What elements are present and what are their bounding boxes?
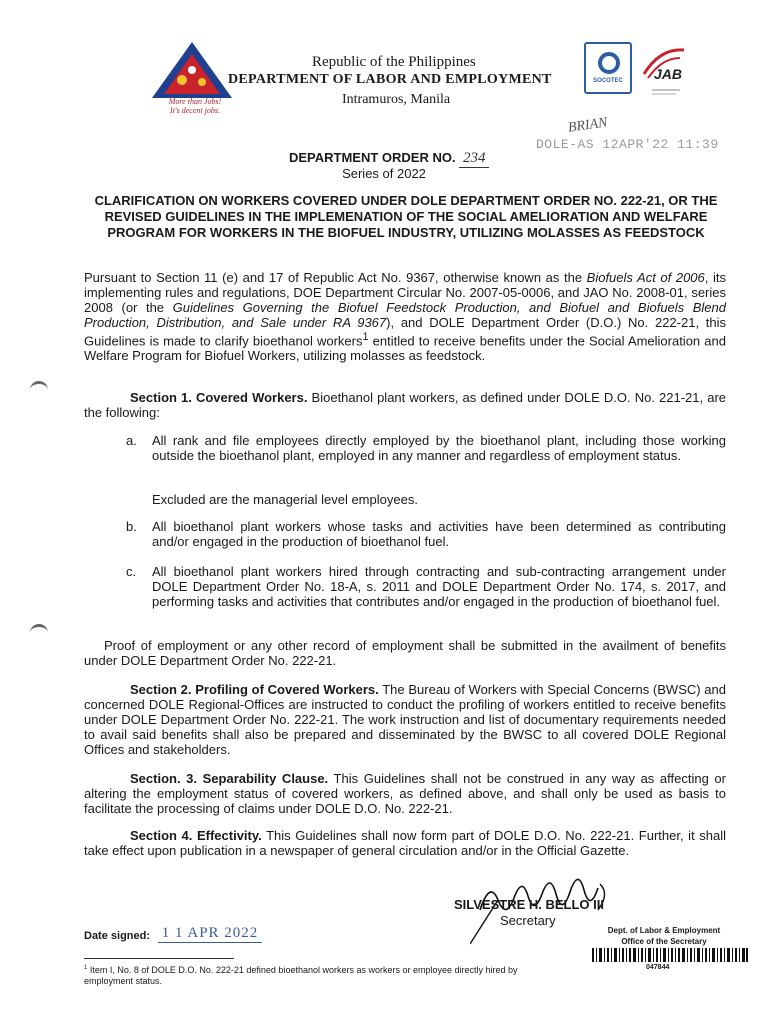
socotec-certification-badge	[584, 42, 632, 94]
intro-paragraph: Pursuant to Section 11 (e) and 17 of Republic Act No. 9367, otherwise known as the Biofuels Act of 2006, its implementing rules and regulations, DOE Department Circular No. 2007-05-0006, and JAO No. 2008-01, series 2008 (or the Guidelines Governing the Biofuel Feedstock Production, and Biofuel and Biofuels Blend Production, Distribution, and Sale under RA 9367), and DOLE Department Order (D.O.) No. 222-21, this Guidelines is made to clarify bioethanol workers$^1$ entitled to receive benefits under the Social Amelioration and Welfare Program for Biofuel Workers, utilizing molasses as feedstock.	[84, 270, 726, 364]
motto-line-2: It's decent jobs.	[170, 106, 220, 115]
footnote-text: Item I, No. 8 of DOLE D.O. No. 222-21 defined bioethanol workers as workers or employee directly hired by employment status.	[84, 965, 518, 986]
section-4	[84, 828, 726, 858]
biofuels-act-ref: Biofuels Act of 2006	[586, 270, 705, 285]
punch-hole-mark	[30, 381, 48, 394]
footnote-divider	[84, 958, 234, 959]
section-4-body: This Guidelines shall now form part of DOLE D.O. No. 222-21. Further, it shall take effect upon publication in a newspaper of general circulation and/or in the Official Gazette.	[84, 828, 727, 858]
receipt-stamp: DOLE-AS 12APR'22 11:39	[536, 137, 719, 152]
order-series: Series of 2022	[342, 166, 426, 181]
footnote-number: 1	[84, 965, 88, 971]
section-3-body: This Guidelines shall not be construed in any way as affecting or altering the employment status of covered workers, as defined above, and shall only be used as basis to facilitate the processing of claims under DOLE D.O. No. 222-21.	[84, 771, 726, 816]
header-republic: Republic of the Philippines	[312, 54, 476, 70]
list-item: c. All bioethanol plant workers hired through contracting and sub-contracting arrangement under DOLE Department Order No. 18-A, s. 2011 and DOLE Department Order No. 174, s. 2017, and performing tasks and activities that contributes and/or engaged in the production of bioethanol fuel.	[126, 564, 726, 609]
excluded-note: Excluded are the managerial level employees.	[152, 492, 418, 507]
barcode-icon	[592, 948, 748, 962]
motto-line-1: More than Jobs!	[168, 97, 222, 106]
office-stamp	[596, 925, 732, 947]
section-1-body: Bioethanol plant workers, as defined under DOLE D.O. No. 221-21, are the following:	[84, 390, 727, 420]
list-item: b. All bioethanol plant workers whose tasks and activities have been determined as contributing and/or engaged in the production of bioethanol fuel.	[126, 519, 726, 549]
header-address: Intramuros, Manila	[342, 92, 451, 107]
signatory-title: Secretary	[500, 913, 556, 928]
section-1	[84, 390, 726, 420]
section-4-heading: Section 4. Effectivity.	[130, 828, 262, 843]
order-label: DEPARTMENT ORDER NO.	[289, 150, 456, 165]
section-2-body: The Bureau of Workers with Special Concerns (BWSC) and concerned DOLE Regional-Offices are instructed to conduct the profiling of workers entitled to receive benefits under DOLE Department Order No. 222-21. The work instruction and list of documentary requirements needed to avail said benefits shall also be prepared and disseminated by the BWSC to all covered DOLE Regional Offices and stakeholders.	[84, 682, 726, 757]
jab-accreditation-badge	[640, 44, 688, 100]
dole-seal-icon	[150, 40, 234, 100]
dole-motto	[150, 97, 240, 115]
footnote-marker: 1	[362, 331, 369, 343]
handwritten-name: BRIAN	[567, 115, 609, 136]
punch-hole-mark	[30, 624, 48, 637]
date-signed-label: Date signed:	[84, 930, 151, 942]
section-1-heading: Section 1. Covered Workers.	[130, 390, 308, 405]
date-signed-value: 1 1 APR 2022	[158, 925, 262, 943]
certification-ring-icon	[598, 52, 620, 74]
section-2-heading: Section 2. Profiling of Covered Workers.	[130, 682, 379, 697]
office-line-1: Dept. of Labor & Employment	[607, 926, 721, 935]
proof-of-employment: Proof of employment or any other record of employment shall be submitted in the availment of benefits under DOLE Department Order No. 222-21.	[84, 638, 726, 668]
document-title: CLARIFICATION ON WORKERS COVERED UNDER DOLE DEPARTMENT ORDER NO. 222-21, OR THE REVISED GUIDELINES IN THE IMPLEMENATION OF THE SOCIAL AMELIORATION AND WELFARE PROGRAM FOR WORKERS IN THE BIOFUEL INDUSTRY, UTILIZING MOLASSES AS FEEDSTOCK	[94, 193, 718, 240]
guidelines-ref: Guidelines Governing the Biofuel Feedstock Production, and Biofuel and Biofuels Blend Production, Distribution, and Sale under RA 9367	[84, 300, 726, 330]
header-department: DEPARTMENT OF LABOR AND EMPLOYMENT	[228, 72, 552, 87]
list-item: a. All rank and file employees directly employed by the bioethanol plant, including those working outside the bioethanol plant, employed in any manner and regardless of employment status.	[126, 433, 726, 463]
cert2-label: JAB	[654, 66, 683, 82]
section-3-heading: Section. 3. Separability Clause.	[130, 771, 329, 786]
office-line-2: Office of the Secretary	[621, 937, 707, 946]
signatory-name: SILVESTRE H. BELLO III	[454, 897, 604, 912]
cert1-label: SOCOTEC	[593, 78, 623, 84]
barcode-number: 047844	[646, 964, 670, 971]
section-2	[84, 682, 726, 757]
order-number: 234	[459, 150, 489, 168]
footnote	[84, 963, 564, 987]
section-3	[84, 771, 726, 816]
